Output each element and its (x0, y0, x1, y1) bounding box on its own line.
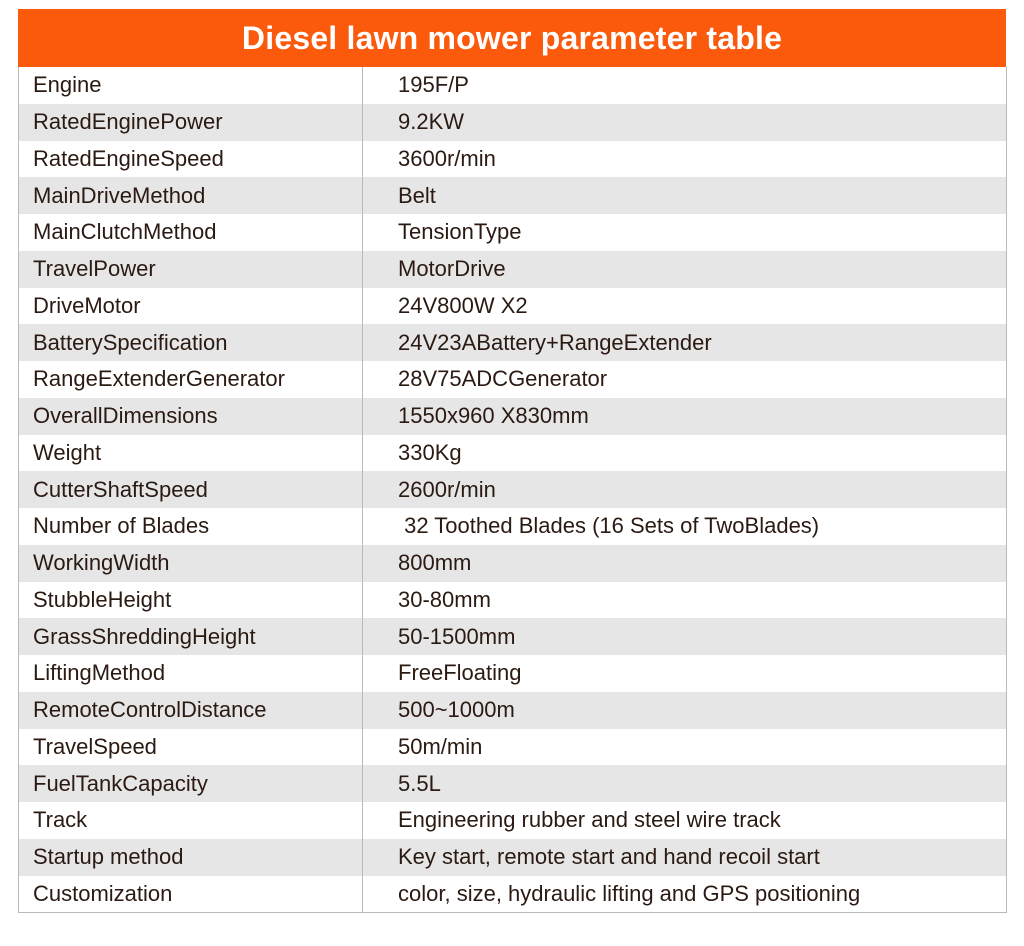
table-row (19, 582, 1007, 619)
table-row (19, 508, 1007, 545)
table-row (19, 692, 1007, 729)
parameter-value: color, size, hydraulic lifting and GPS positioning (363, 876, 1007, 913)
parameter-label: Number of Blades (19, 508, 363, 545)
parameter-value: Belt (363, 177, 1007, 214)
parameter-value: 1550x960 X830mm (363, 398, 1007, 435)
parameter-label: Startup method (19, 839, 363, 876)
parameter-value: Key start, remote start and hand recoil start (363, 839, 1007, 876)
parameter-label: RangeExtenderGenerator (19, 361, 363, 398)
parameter-label: TravelSpeed (19, 729, 363, 766)
parameter-value: 330Kg (363, 435, 1007, 472)
parameter-value: 5.5L (363, 765, 1007, 802)
table-row (19, 545, 1007, 582)
parameter-value: 9.2KW (363, 104, 1007, 141)
table-row (19, 288, 1007, 325)
table-title: Diesel lawn mower parameter table (18, 9, 1006, 67)
parameter-label: BatterySpecification (19, 324, 363, 361)
table-row (19, 251, 1007, 288)
parameter-label: FuelTankCapacity (19, 765, 363, 802)
parameter-value: 30-80mm (363, 582, 1007, 619)
parameter-sheet (18, 9, 1006, 913)
parameter-value: 50m/min (363, 729, 1007, 766)
table-row (19, 141, 1007, 178)
table-row (19, 104, 1007, 141)
table-row (19, 398, 1007, 435)
table-row (19, 839, 1007, 876)
parameter-label: RatedEnginePower (19, 104, 363, 141)
table-row (19, 471, 1007, 508)
table-row (19, 802, 1007, 839)
parameter-label: Engine (19, 67, 363, 104)
table-row (19, 876, 1007, 913)
parameter-value: 500~1000m (363, 692, 1007, 729)
table-row (19, 67, 1007, 104)
parameter-label: RatedEngineSpeed (19, 141, 363, 178)
table-row (19, 765, 1007, 802)
parameter-label: OverallDimensions (19, 398, 363, 435)
parameter-label: LiftingMethod (19, 655, 363, 692)
parameter-value: 50-1500mm (363, 618, 1007, 655)
table-row (19, 177, 1007, 214)
parameter-label: StubbleHeight (19, 582, 363, 619)
table-row (19, 214, 1007, 251)
table-row (19, 618, 1007, 655)
parameter-label: GrassShreddingHeight (19, 618, 363, 655)
parameter-value: 195F/P (363, 67, 1007, 104)
parameter-label: WorkingWidth (19, 545, 363, 582)
table-row (19, 361, 1007, 398)
parameter-label: MainDriveMethod (19, 177, 363, 214)
parameter-label: CutterShaftSpeed (19, 471, 363, 508)
parameter-value: Engineering rubber and steel wire track (363, 802, 1007, 839)
table-row (19, 729, 1007, 766)
parameter-value: 2600r/min (363, 471, 1007, 508)
parameter-table (18, 67, 1007, 913)
parameter-value: MotorDrive (363, 251, 1007, 288)
parameter-label: RemoteControlDistance (19, 692, 363, 729)
parameter-label: MainClutchMethod (19, 214, 363, 251)
parameter-label: Weight (19, 435, 363, 472)
table-row (19, 324, 1007, 361)
parameter-label: Customization (19, 876, 363, 913)
table-row (19, 655, 1007, 692)
parameter-value: FreeFloating (363, 655, 1007, 692)
parameter-value: 32 Toothed Blades (16 Sets of TwoBlades) (363, 508, 1007, 545)
parameter-label: Track (19, 802, 363, 839)
parameter-value: TensionType (363, 214, 1007, 251)
parameter-label: DriveMotor (19, 288, 363, 325)
parameter-value: 800mm (363, 545, 1007, 582)
table-row (19, 435, 1007, 472)
parameter-value: 3600r/min (363, 141, 1007, 178)
parameter-value: 28V75ADCGenerator (363, 361, 1007, 398)
parameter-label: TravelPower (19, 251, 363, 288)
parameter-value: 24V23ABattery+RangeExtender (363, 324, 1007, 361)
parameter-value: 24V800W X2 (363, 288, 1007, 325)
parameter-table-body (19, 67, 1007, 912)
